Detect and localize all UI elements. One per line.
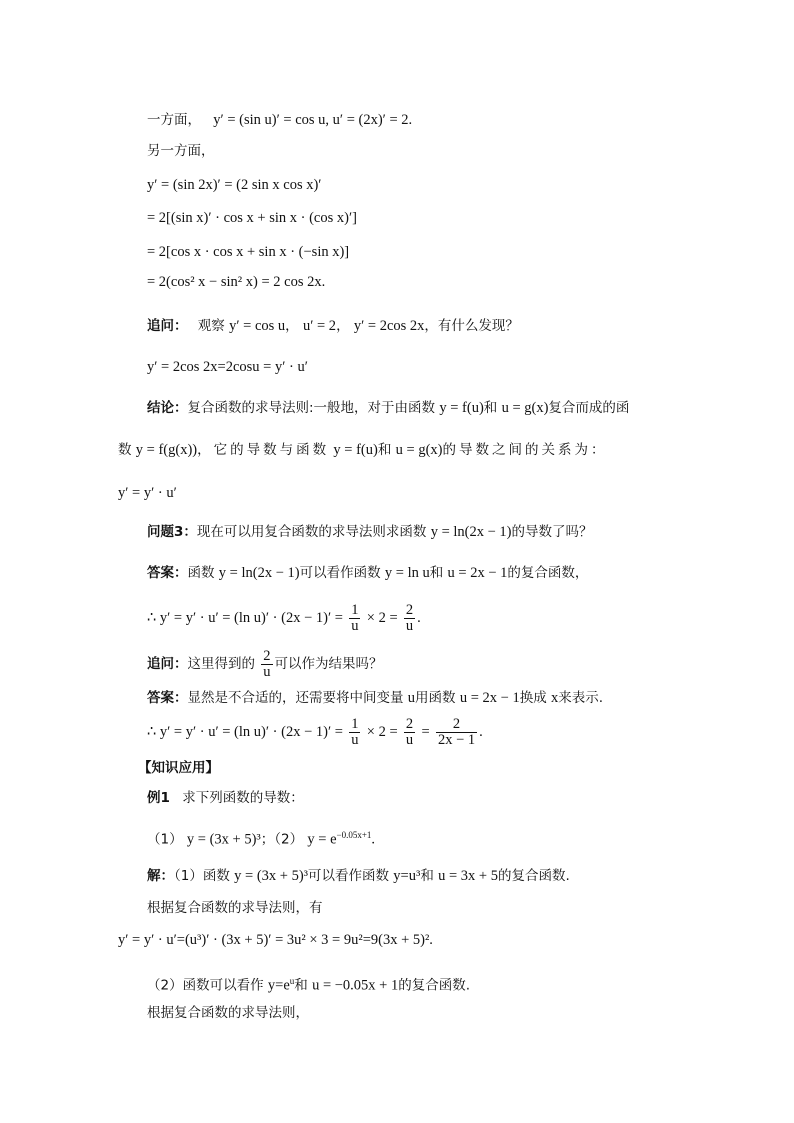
text: ，它的导数与函数 [197, 442, 330, 458]
text: 和 [294, 977, 308, 994]
solution-2 [147, 971, 470, 996]
formula: y=u³ [393, 868, 421, 884]
formula: y = ln u [384, 565, 430, 581]
denominator: 2x − 1 [437, 732, 476, 748]
denominator: u [351, 618, 359, 634]
label: 追问： [147, 318, 188, 334]
formula: ∴ y′ = y′ · u′ = (ln u)′ · (2x − 1)′ = [147, 724, 343, 740]
text: 用函数 [415, 690, 456, 706]
text: 换成 [519, 690, 547, 706]
text: 复合函数的求导法则:一般地，对于由函数 [187, 400, 436, 416]
period: . [479, 724, 483, 740]
answer-1-derivation [147, 600, 421, 636]
label: 答案： [147, 690, 188, 706]
text: 数 [118, 442, 132, 458]
formula: y′ = cos u [229, 318, 286, 334]
text: 可以作为结果吗？ [274, 656, 383, 672]
period: . [371, 831, 376, 848]
formula: y′ = 2cos 2x [353, 318, 425, 334]
text: 观察 [197, 318, 225, 334]
text: 和 [377, 442, 392, 458]
text: （1） [147, 831, 183, 848]
denominator: u [351, 732, 359, 748]
fraction [349, 717, 360, 748]
text: 一方面， [147, 112, 201, 128]
label: 答案： [147, 565, 188, 581]
denominator: u [263, 664, 271, 680]
text: 的导数了吗？ [511, 524, 593, 540]
formula: u = 3x + 5 [438, 868, 498, 884]
text: 和 [483, 400, 498, 416]
exponent: u [289, 976, 295, 986]
fraction [404, 717, 415, 748]
text: 函数 [187, 565, 215, 581]
formula: y = ln(2x − 1) [430, 524, 512, 540]
text: 显然是不合适的，还需要将中间变量 [187, 690, 404, 706]
example-1 [147, 788, 304, 808]
derivation-line-3: = 2[cos x · cos x + sin x · (−sin x)] [147, 244, 350, 260]
formula: u [407, 690, 416, 706]
followup-observe: 追问： 观察 y′ = cos u， u′ = 2， y′ = 2cos 2x，有什么发现？ [147, 318, 519, 334]
formula: × 2 = [366, 610, 398, 626]
derivation-line-1: y′ = (sin 2x)′ = (2 sin x cos x)′ [147, 177, 322, 193]
solution-1 [147, 866, 570, 886]
denominator: u [405, 732, 414, 748]
numerator: 1 [351, 602, 359, 618]
section-heading: 【知识应用】 [138, 760, 219, 776]
text: 来表示. [558, 690, 604, 706]
label: 结论： [147, 400, 188, 416]
numerator: 2 [436, 717, 477, 733]
answer-2-derivation [147, 714, 483, 750]
line-one-side [147, 110, 412, 130]
text: 的复合函数， [507, 565, 589, 581]
formula: y = f(u) [439, 400, 484, 416]
text: 的导数之间的关系为： [442, 442, 608, 458]
text: 可以看作函数 [299, 565, 381, 581]
formula: u = −0.05x + 1 [312, 977, 399, 994]
formula: u = 2x − 1 [459, 690, 520, 706]
label: 追问： [147, 656, 188, 672]
example-1-items [147, 825, 375, 850]
text: ，有什么发现？ [424, 318, 519, 334]
formula: u = g(x) [395, 442, 443, 458]
derivation-line-2: = 2[(sin x)′ · cos x + sin x · (cos x)′] [147, 210, 357, 226]
exponent: −0.05x+1 [336, 830, 372, 840]
chain-rule-formula: y′ = y′ · u′ [118, 485, 177, 501]
text: 现在可以用复合函数的求导法则求函数 [196, 524, 427, 540]
rule-intro: 根据复合函数的求导法则，有 [147, 900, 323, 916]
text: 这里得到的 [187, 656, 255, 672]
formula: u′ = 2 [302, 318, 337, 334]
text: 和 [429, 565, 444, 581]
formula: y = f(g(x)) [135, 442, 198, 458]
numerator: 2 [405, 602, 414, 618]
numerator: 1 [351, 716, 359, 732]
denominator: u [405, 618, 414, 634]
line-other-side: 另一方面， [147, 143, 215, 159]
fraction [404, 603, 415, 634]
text: 复合而成的函 [548, 400, 630, 416]
formula: y′ = (sin u)′ = cos u, u′ = (2x)′ = 2. [213, 112, 413, 128]
observation-formula: y′ = 2cos 2x=2cosu = y′ · u′ [147, 359, 308, 375]
text: ；（2） [260, 831, 304, 848]
period: . [417, 610, 421, 626]
formula: u = g(x) [501, 400, 549, 416]
followup-result [147, 646, 383, 682]
text: （1）函数 [174, 868, 230, 884]
formula: u = 2x − 1 [447, 565, 508, 581]
text: 的复合函数. [398, 977, 471, 994]
label: 解： [147, 868, 174, 884]
text: （2）函数可以看作 [147, 977, 264, 994]
formula: × 2 = [366, 724, 398, 740]
derivation-line-4: = 2(cos² x − sin² x) = 2 cos 2x. [147, 274, 326, 290]
fraction [349, 603, 360, 634]
label: 例1 [147, 790, 170, 806]
formula: ∴ y′ = y′ · u′ = (ln u)′ · (2x − 1)′ = [147, 610, 343, 626]
fraction [436, 717, 477, 748]
text: 的复合函数. [497, 868, 570, 884]
conclusion-line-1 [147, 398, 629, 418]
text: 求下列函数的导数： [182, 790, 304, 806]
question-3 [147, 522, 593, 542]
formula: y = e [307, 831, 337, 848]
numerator: 2 [405, 716, 414, 732]
answer-2 [147, 688, 603, 708]
numerator: 2 [263, 648, 271, 664]
text: 和 [420, 868, 434, 884]
rule-intro-2: 根据复合函数的求导法则， [147, 1005, 309, 1021]
formula: y = (3x + 5)³ [234, 868, 308, 884]
formula: y = ln(2x − 1) [218, 565, 300, 581]
formula: x [551, 690, 559, 706]
conclusion-line-2 [118, 440, 607, 460]
formula: y = (3x + 5)³ [186, 831, 261, 848]
answer-1 [147, 563, 588, 583]
formula: y = f(u) [333, 442, 378, 458]
solution-1-formula: y′ = y′ · u′=(u³)′ · (3x + 5)′ = 3u² × 3 = 9u²=9(3x + 5)². [118, 932, 433, 948]
text: 可以看作函数 [308, 868, 389, 884]
fraction [261, 649, 272, 680]
formula: y=e [267, 977, 290, 994]
formula: = [421, 724, 430, 740]
label: 问题3： [147, 524, 197, 540]
